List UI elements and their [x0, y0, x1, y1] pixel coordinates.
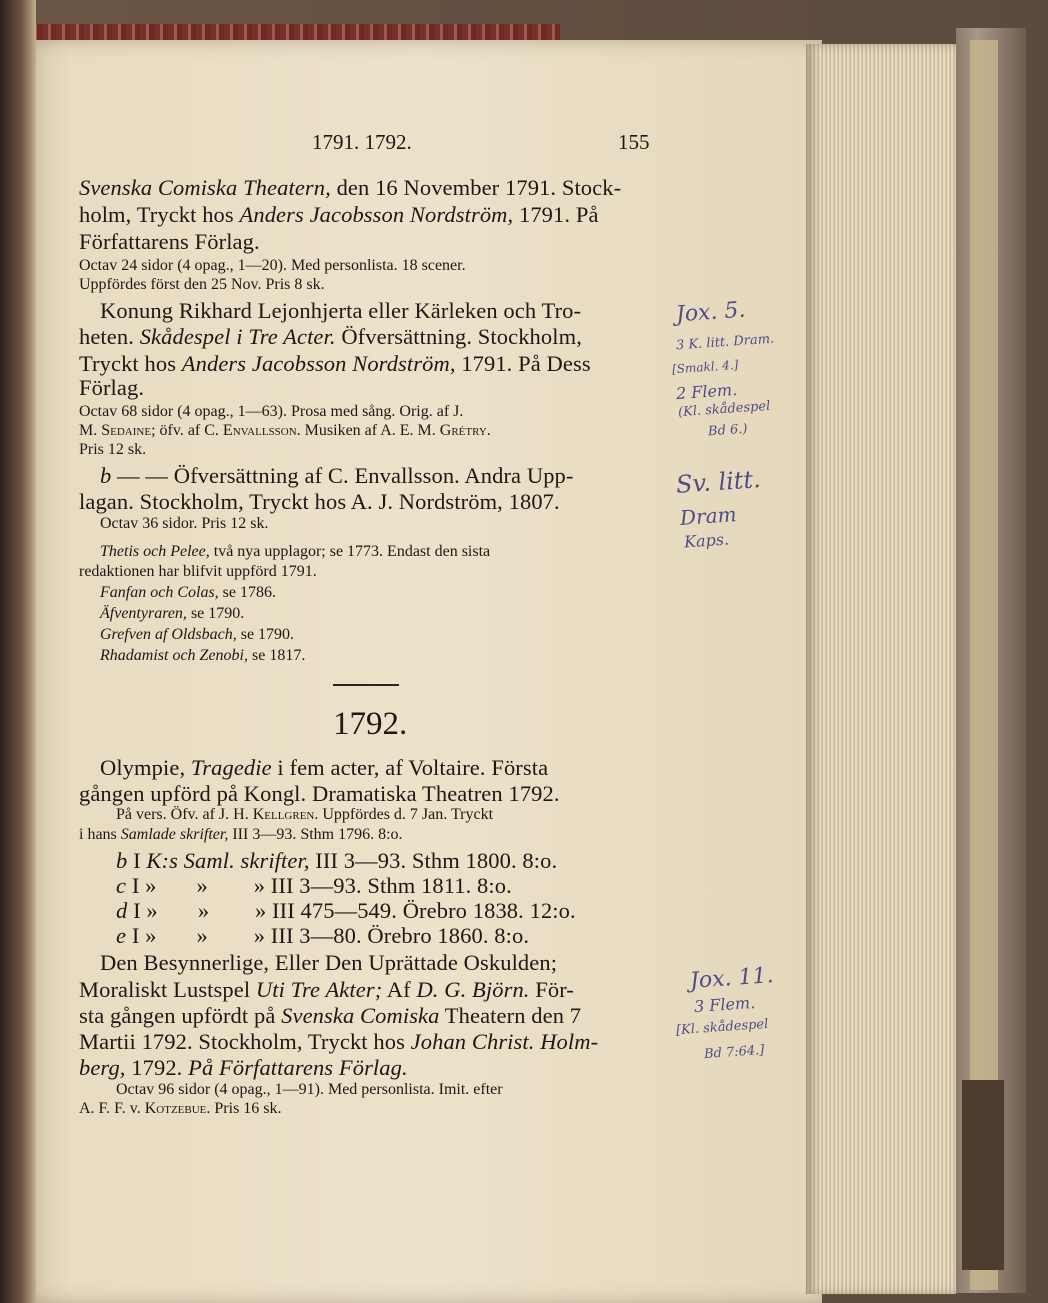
handwritten-note: Jox. 11.: [689, 963, 775, 994]
entry-note: A. F. F. v. Kotzebue. Pris 16 sk.: [79, 1100, 282, 1117]
handwritten-note: Joх. 5.: [675, 297, 747, 328]
cross-reference: Rhadamist och Zenobi, se 1817.: [100, 647, 306, 664]
edition-line: c I » » » III 3—93. Sthm 1811. 8:o.: [116, 873, 512, 898]
handwritten-note: (Kl. skådespel: [677, 398, 771, 421]
entry-title-line: Olympie, Tragedie i fem acter, af Voltaire. Första: [100, 755, 549, 780]
book-gutter: [0, 0, 36, 1303]
entry-text-line: Martii 1792. Stockholm, Tryckt hos Johan Christ. Holm-: [79, 1029, 599, 1054]
entry-text-line: Moraliskt Lustspel Uti Tre Akter; Af D. G. Björn. För-: [79, 977, 574, 1002]
entry-text-line: heten. Skådespel i Tre Acter. Öfversättning. Stockholm,: [79, 324, 582, 349]
cross-reference: redaktionen har blifvit uppförd 1791.: [79, 563, 317, 580]
entry-text-line: gången upförd på Kongl. Dramatiska Theatren 1792.: [79, 781, 560, 806]
edition-line: b I K:s Saml. skrifter, III 3—93. Sthm 1800. 8:o.: [116, 848, 558, 873]
page-number: 155: [618, 130, 650, 154]
handwritten-note: Kaps.: [683, 529, 730, 552]
entry-note: Uppfördes först den 25 Nov. Pris 8 sk.: [79, 276, 325, 293]
page-edges: [806, 44, 956, 1294]
section-divider: [333, 684, 399, 686]
entry-text-line: Förlag.: [79, 375, 145, 400]
entry-title-line: Den Besynnerlige, Eller Den Uprättade Oskulden;: [100, 950, 558, 975]
entry-text-line: berg, 1792. På Författarens Förlag.: [79, 1055, 408, 1080]
handwritten-note: Dram: [679, 502, 738, 530]
entry-text-line: holm, Tryckt hos Anders Jacobsson Nordström, 1791. På: [79, 202, 599, 227]
entry-note: Octav 36 sidor. Pris 12 sk.: [100, 515, 269, 532]
entry-text-line: Svenska Comiska Theatern, den 16 November 1791. Stock-: [79, 175, 622, 200]
entry-note: i hans Samlade skrifter, III 3—93. Sthm 1796. 8:o.: [79, 826, 403, 843]
edition-line: e I » » » III 3—80. Örebro 1860. 8:o.: [116, 923, 530, 948]
handwritten-note: [Kl. skådespel: [675, 1016, 769, 1039]
handwritten-note: Bd 7:64.]: [703, 1042, 765, 1063]
edition-line: d I » » » III 475—549. Örebro 1838. 12:o.: [116, 898, 576, 923]
cross-reference: Thetis och Pelee, två nya upplagor; se 1773. Endast den sista: [100, 543, 491, 560]
handwritten-note: 3 Flem.: [693, 992, 756, 1017]
handwritten-note: 3 K. litt. Dram.: [675, 331, 775, 354]
entry-text-line: lagan. Stockholm, Tryckt hos A. J. Nordström, 1807.: [79, 489, 560, 514]
entry-text-line: Författarens Förlag.: [79, 229, 260, 254]
entry-title-line: Konung Rikhard Lejonhjerta eller Kärleken och Tro-: [100, 298, 582, 323]
handwritten-note: 2 Flem.: [675, 379, 738, 404]
year-heading: 1792.: [333, 706, 408, 742]
cross-reference: Äfventyraren, se 1790.: [100, 605, 245, 622]
entry-text-line: b — — Öfversättning af C. Envallsson. Andra Upp-: [100, 463, 574, 488]
cross-reference: Fanfan och Colas, se 1786.: [100, 584, 276, 601]
entry-note: Octav 68 sidor (4 opag., 1—63). Prosa med sång. Orig. af J.: [79, 403, 464, 420]
entry-note: Octav 24 sidor (4 opag., 1—20). Med personlista. 18 scener.: [79, 257, 466, 274]
handwritten-note: Sv. litt.: [675, 465, 762, 499]
entry-note: M. Sedaine; öfv. af C. Envallsson. Musiken af A. E. M. Grétry.: [79, 422, 491, 439]
handwritten-note: Bd 6.): [707, 421, 748, 440]
entry-text-line: sta gången upfördt på Svenska Comiska Theatern den 7: [79, 1003, 582, 1028]
running-header-years: 1791. 1792.: [312, 130, 412, 154]
entry-note: Octav 96 sidor (4 opag., 1—91). Med personlista. Imit. efter: [116, 1081, 503, 1098]
entry-text-line: Tryckt hos Anders Jacobsson Nordström, 1791. På Dess: [79, 351, 591, 376]
cover-band: [962, 1080, 1004, 1270]
entry-note: Pris 12 sk.: [79, 441, 147, 458]
handwritten-note: [Smakl. 4.]: [671, 357, 739, 377]
entry-note: På vers. Öfv. af J. H. Kellgren. Uppfördes d. 7 Jan. Tryckt: [116, 806, 494, 823]
cross-reference: Grefven af Oldsbach, se 1790.: [100, 626, 295, 643]
